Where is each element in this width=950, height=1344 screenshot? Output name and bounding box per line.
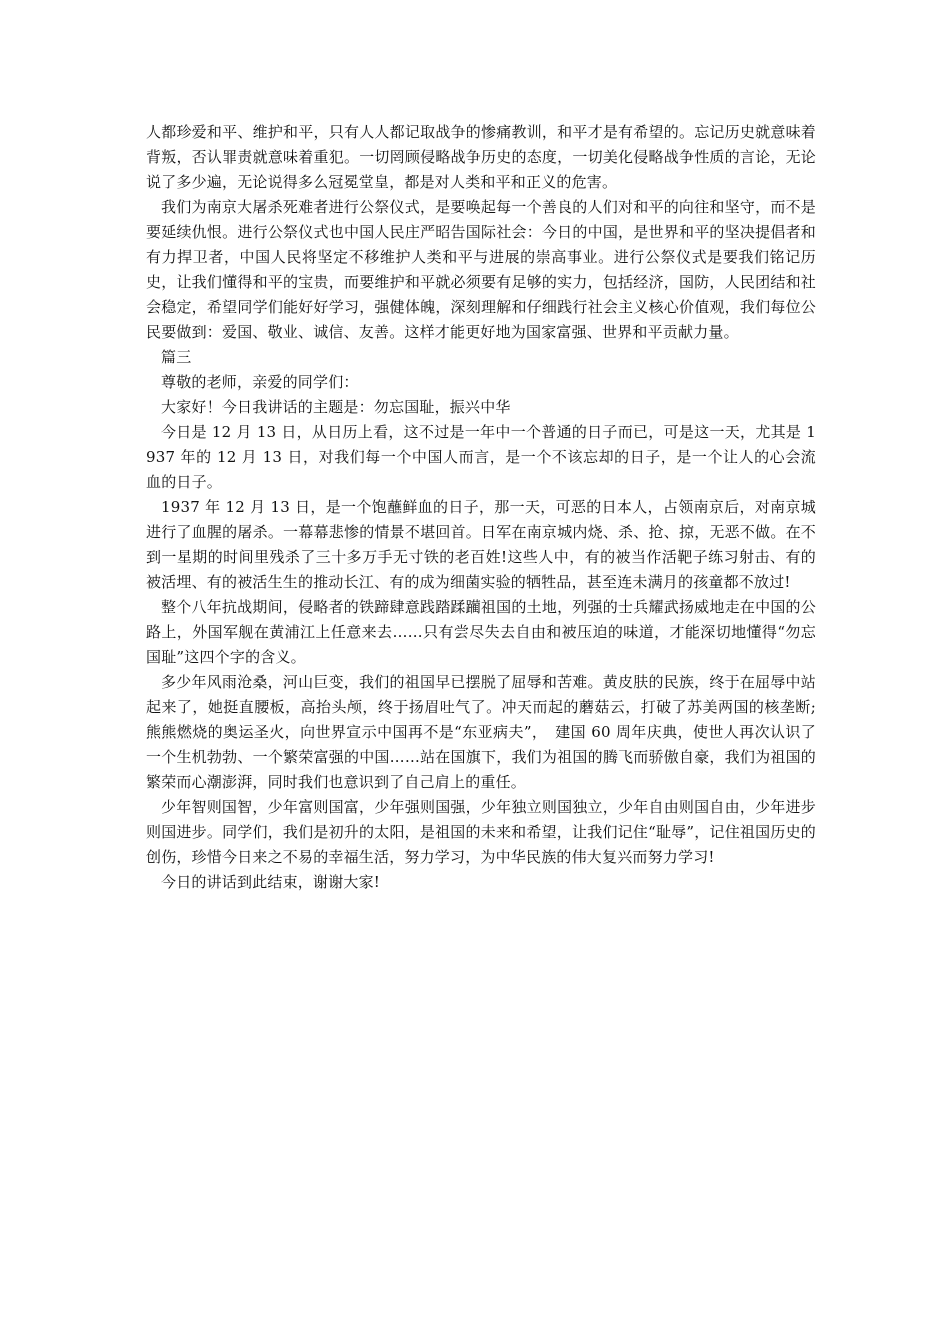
- paragraph-10: 少年智则国智，少年富则国富，少年强则国强，少年独立则国独立，少年自由则国自由，少年进步则国进步。同学们，我们是初升的太阳，是祖国的未来和希望，让我们记住“耻辱”，记住祖国历史的创伤，珍惜今日来之不易的幸福生活，努力学习，为中华民族的伟大复兴而努力学习!: [146, 798, 816, 866]
- document-body: [146, 120, 816, 895]
- paragraph-1: 人都珍爱和平、维护和平，只有人人都记取战争的惨痛教训，和平才是有希望的。忘记历史就意味着背叛，否认罪责就意味着重犯。一切罔顾侵略战争历史的态度，一切美化侵略战争性质的言论，无论说了多少遍，无论说得多么冠冕堂皇，都是对人类和平和正义的危害。: [146, 123, 816, 191]
- speech-topic: 大家好！今日我讲话的主题是：勿忘国耻，振兴中华: [161, 398, 511, 416]
- section-heading: 篇三: [161, 348, 192, 366]
- salutation: 尊敬的老师，亲爱的同学们：: [161, 373, 359, 391]
- paragraph-9: 多少年风雨沧桑，河山巨变，我们的祖国早已摆脱了屈辱和苦难。黄皮肤的民族，终于在屈辱中站起来了，她挺直腰板，高抬头颅，终于扬眉吐气了。冲天而起的蘑菇云，打破了苏美两国的核垄断;熊熊燃烧的奥运圣火，向世界宣示中国再不是“东亚病夫”， 建国 60 周年庆典，使世人再次认识了一个生机勃勃、一个繁荣富强的中国……站在国旗下，我们为祖国的腾飞而骄傲自豪，我们为祖国的繁荣而心潮澎湃，同时我们也意识到了自己肩上的重任。: [146, 673, 816, 791]
- paragraph-6: 今日是 12 月 13 日，从日历上看，这不过是一年中一个普通的日子而已，可是这一天，尤其是 1937 年的 12 月 13 日，对我们每一个中国人而言，是一个不该忘却的日子，是一个让人的心会流血的日子。: [146, 423, 816, 491]
- paragraph-2: 我们为南京大屠杀死难者进行公祭仪式，是要唤起每一个善良的人们对和平的向往和坚守，而不是要延续仇恨。进行公祭仪式也中国人民庄严昭告国际社会：今日的中国，是世界和平的坚决提倡者和有力捍卫者，中国人民将坚定不移维护人类和平与进展的崇高事业。进行公祭仪式是要我们铭记历史，让我们懂得和平的宝贵，而要维护和平就必须要有足够的实力，包括经济，国防，人民团结和社会稳定，希望同学们能好好学习，强健体魄，深刻理解和仔细践行社会主义核心价值观，我们每位公民要做到：爱国、敬业、诚信、友善。这样才能更好地为国家富强、世界和平贡献力量。: [146, 198, 816, 341]
- closing-line: 今日的讲话到此结束，谢谢大家!: [161, 873, 381, 891]
- paragraph-8: 整个八年抗战期间，侵略者的铁蹄肆意践踏蹂躏祖国的土地，列强的士兵耀武扬威地走在中国的公路上，外国军舰在黄浦江上任意来去……只有尝尽失去自由和被压迫的味道，才能深切地懂得“勿忘国耻”这四个字的含义。: [146, 598, 816, 666]
- paragraph-7: 1937 年 12 月 13 日，是一个饱蘸鲜血的日子，那一天，可恶的日本人，占领南京后，对南京城进行了血腥的屠杀。一幕幕悲惨的情景不堪回首。日军在南京城内烧、杀、抢、掠，无恶不做。在不到一星期的时间里残杀了三十多万手无寸铁的老百姓!这些人中，有的被当作活靶子练习射击、有的被活埋、有的被活生生的推动长江、有的成为细菌实验的牺牲品，甚至连未满月的孩童都不放过!: [146, 498, 816, 591]
